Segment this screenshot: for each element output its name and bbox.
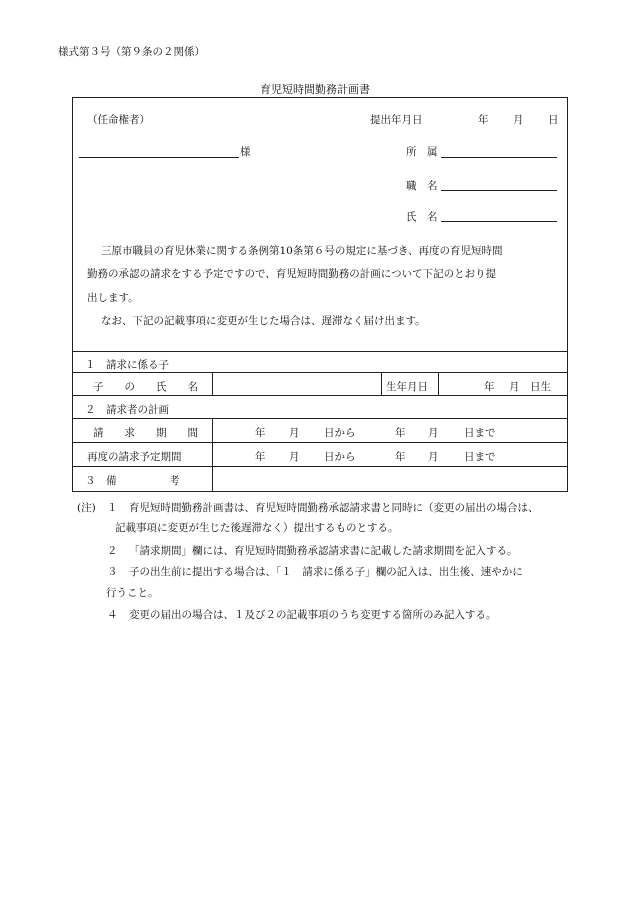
birth-year-label: 年 [484, 381, 495, 393]
table-column-divider [381, 372, 382, 395]
section-child-title: １ 請求に係る子 [85, 359, 169, 371]
appointer-label: （任命権者） [87, 114, 150, 126]
table-column-divider [212, 372, 213, 395]
name-label: 氏 名 [406, 211, 438, 223]
affiliation-label: 所 属 [406, 146, 438, 158]
table-column-divider [212, 418, 213, 466]
body-text-line: 出します。 [87, 292, 139, 304]
birth-day-label: 日生 [530, 381, 551, 393]
note-text: 「請求期間」欄には、育児短時間勤務承認請求書に記載した請求期間を記入する。 [129, 545, 518, 557]
notes-prefix: (注) [77, 502, 96, 514]
period-from-month: 月 [289, 427, 300, 439]
document-title: 育児短時間勤務計画書 [260, 83, 370, 96]
table-divider [73, 418, 567, 419]
section-plan-title: ２ 請求者の計画 [85, 404, 169, 416]
remarks-field[interactable] [220, 469, 560, 487]
body-text-line: なお、下記の記載事項に変更が生じた場合は、遅滞なく届け出ます。 [101, 315, 426, 327]
form-box [72, 97, 568, 492]
period-from-year: 年 [255, 427, 266, 439]
recipient-underline[interactable] [79, 157, 239, 158]
period-to-day: 日まで [464, 427, 496, 439]
note-text: 行うこと。 [106, 587, 159, 599]
child-name-field[interactable] [220, 375, 378, 393]
table-divider [73, 466, 567, 467]
note-text: 子の出生前に提出する場合は、「１ 請求に係る子」欄の記入は、出生後、速やかに [129, 566, 523, 578]
reperiod-from-month: 月 [289, 451, 300, 463]
reperiod-from-year: 年 [255, 451, 266, 463]
period-from-day: 日から [324, 427, 356, 439]
reperiod-from-day: 日から [324, 451, 356, 463]
reperiod-to-month: 月 [428, 451, 439, 463]
honorific-label: 様 [240, 146, 251, 158]
request-period-label: 請 求 期 間 [93, 427, 198, 439]
body-text-line: 三原市職員の育児休業に関する条例第10条第６号の規定に基づき、再度の育児短時間 [101, 245, 503, 257]
period-to-year: 年 [395, 427, 406, 439]
affiliation-field[interactable] [441, 157, 557, 158]
date-month-label: 月 [513, 114, 524, 126]
table-column-divider [212, 466, 213, 491]
name-field[interactable] [441, 221, 557, 222]
table-divider [73, 395, 567, 396]
table-column-divider [438, 372, 439, 395]
birth-date-label: 生年月日 [386, 381, 428, 393]
reperiod-label: 再度の請求予定期間 [87, 451, 182, 463]
date-day-label: 日 [548, 114, 559, 126]
date-year-label: 年 [478, 114, 489, 126]
note-number: １ [107, 502, 118, 514]
note-text: 変更の届出の場合は、１及び２の記載事項のうち変更する箇所のみ記入する。 [129, 609, 497, 621]
submission-date-label: 提出年月日 [370, 114, 423, 126]
position-field[interactable] [441, 190, 557, 191]
birth-month-label: 月 [509, 381, 520, 393]
reperiod-to-year: 年 [395, 451, 406, 463]
remarks-label: ３ 備 考 [85, 475, 180, 487]
period-to-month: 月 [428, 427, 439, 439]
table-divider [73, 372, 567, 373]
table-divider [73, 351, 567, 352]
note-number: ３ [107, 566, 118, 578]
reperiod-to-day: 日まで [464, 451, 496, 463]
form-number: 様式第３号（第９条の２関係） [58, 46, 205, 58]
position-label: 職 名 [406, 180, 438, 192]
child-name-label: 子 の 氏 名 [93, 381, 198, 393]
note-number: ４ [107, 609, 118, 621]
note-number: ２ [107, 545, 118, 557]
note-text: 育児短時間勤務計画書は、育児短時間勤務承認請求書と同時に（変更の届出の場合は、 [129, 502, 539, 514]
table-divider [73, 442, 567, 443]
body-text-line: 勤務の承認の請求をする予定ですので、育児短時間勤務の計画について下記のとおり提 [87, 268, 497, 280]
note-text: 記載事項に変更が生じた後遅滞なく）提出するものとする。 [115, 522, 399, 534]
